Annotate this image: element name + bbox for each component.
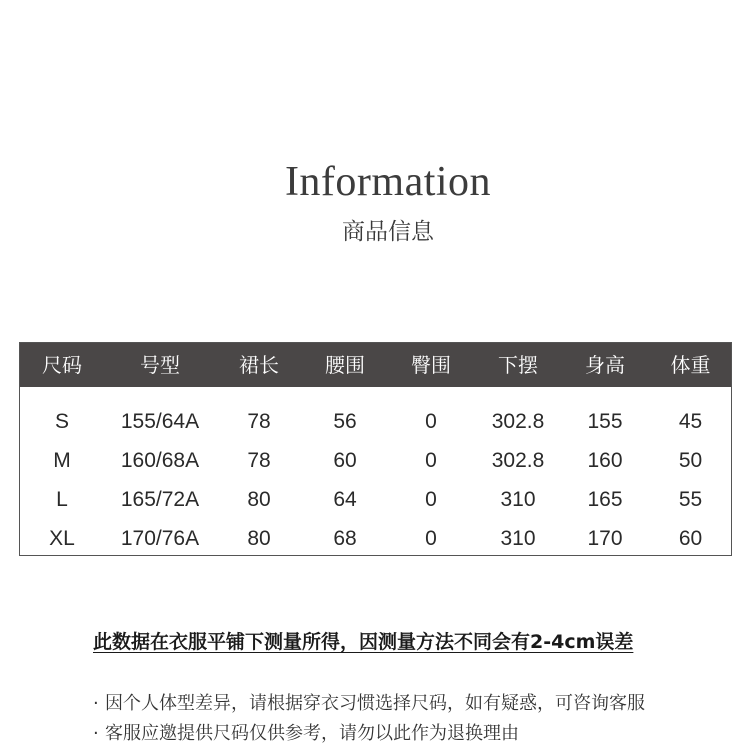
bullet-dot: · [93,723,99,744]
cell-size: L [56,488,68,511]
cell-skirt-length: 78 [247,410,271,433]
header-height: 身高 [585,353,625,377]
cell-waist: 64 [333,488,357,511]
cell-hem: 310 [500,488,536,511]
header-size: 尺码 [42,353,82,377]
header-model: 号型 [140,353,180,377]
cell-hem: 302.8 [491,449,545,472]
cell-skirt-length: 78 [247,449,271,472]
header-hem: 下摆 [498,353,538,377]
note-item-text: 因个人体型差异，请根据穿衣习惯选择尺码，如有疑惑，可咨询客服 [105,693,645,714]
header-hip: 臀围 [411,353,451,377]
cell-height: 155 [587,410,623,433]
cell-model: 160/68A [120,449,200,472]
header-skirt-length: 裙长 [239,353,279,377]
info-title-chinese: 商品信息 [342,219,434,245]
info-title-english: Information [284,159,492,205]
cell-model: 155/64A [120,410,200,433]
cell-weight: 45 [678,410,703,433]
note-item-text: 客服应邀提供尺码仅供参考，请勿以此作为退换理由 [105,723,519,744]
cell-waist: 60 [333,449,357,472]
bullet-dot: · [93,693,99,714]
cell-model: 165/72A [120,488,200,511]
cell-size: XL [49,527,75,550]
cell-hip: 0 [425,527,437,550]
cell-hip: 0 [425,488,437,511]
header-weight: 体重 [670,353,711,377]
note-item [93,689,645,715]
cell-skirt-length: 80 [247,527,271,550]
cell-model: 170/76A [120,527,200,550]
size-table-header [20,343,731,387]
measurement-error-note: 此数据在衣服平铺下测量所得，因测量方法不同会有2-4cm误差 [93,631,634,653]
cell-hem: 310 [500,527,536,550]
cell-waist: 56 [333,410,357,433]
note-item [93,719,519,745]
cell-weight: 50 [678,449,703,472]
cell-hip: 0 [425,449,437,472]
cell-skirt-length: 80 [247,488,271,511]
cell-height: 165 [587,488,623,511]
size-table [19,342,732,556]
cell-size: M [53,449,71,472]
cell-size: S [54,410,69,433]
cell-height: 160 [587,449,623,472]
cell-height: 170 [587,527,623,550]
cell-weight: 55 [678,488,703,511]
cell-hem: 302.8 [491,410,545,433]
cell-weight: 60 [678,527,703,550]
header-waist: 腰围 [325,353,365,377]
cell-hip: 0 [425,410,437,433]
cell-waist: 68 [333,527,357,550]
